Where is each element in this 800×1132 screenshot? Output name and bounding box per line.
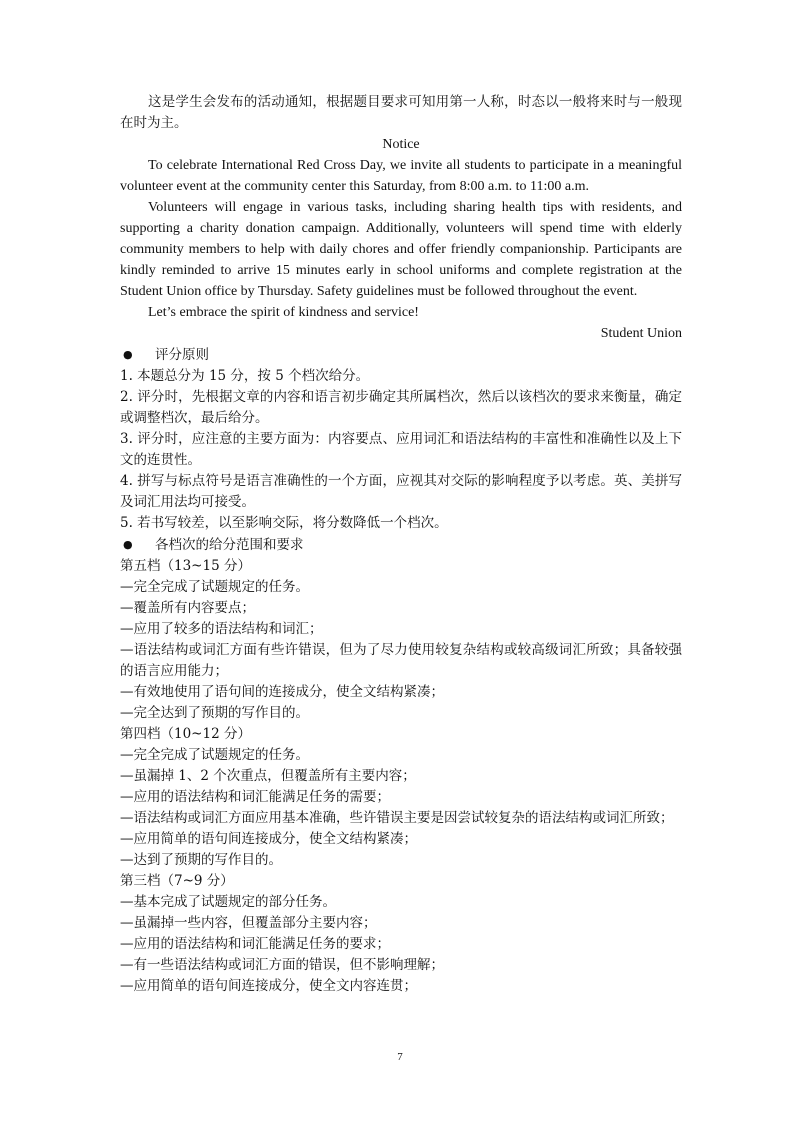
page-content [120,92,682,997]
notice-paragraph: Volunteers will engage in various tasks, including sharing health tips with residents, and supporting a charity donation campaign. Additionally, volunteers will spend time with elderly community members to help with daily chores and offer friendly companionship. Participants are kindly reminded to arrive 15 minutes early in school uniforms and complete registration at the Student Union office by Thursday. Safety guidelines must be followed throughout the event. [120,200,682,299]
notice-paragraph: To celebrate International Red Cross Day, we invite all students to participate in a meaningful volunteer event at the community center this Saturday, from 8:00 a.m. to 11:00 a.m. [120,158,682,194]
level-title: 第五档（13~15 分） [120,558,251,574]
level-item: —完全完成了试题规定的任务。 [120,579,309,595]
level-item: —应用的语法结构和词汇能满足任务的要求； [120,936,390,952]
principle-item: 1. 本题总分为 15 分，按 5 个档次给分。 [120,368,370,384]
principle-item: 4. 拼写与标点符号是语言准确性的一个方面，应视其对交际的影响程度予以考虑。英、美拼写及词汇用法均可接受。 [120,473,682,510]
level-item: —覆盖所有内容要点； [120,600,255,616]
level-item: —语法结构或词汇方面有些许错误，但为了尽力使用较复杂结构或较高级词汇所致；具备较强的语言应用能力； [120,642,682,679]
principle-item: 5. 若书写较差，以至影响交际，将分数降低一个档次。 [120,515,448,531]
scoring-principles-section [120,344,682,534]
notice-signature: Student Union [600,326,682,341]
principle-item: 3. 评分时，应注意的主要方面为：内容要点、应用词汇和语法结构的丰富性和准确性以及上下文的连贯性。 [120,431,682,468]
bullet-icon: ● [123,538,133,551]
level-title: 第三档（7~9 分） [120,873,234,889]
level-item: —应用的语法结构和词汇能满足任务的需要； [120,789,390,805]
level-item: —虽漏掉一些内容，但覆盖部分主要内容； [120,915,377,931]
intro-paragraph: 这是学生会发布的活动通知，根据题目要求可知用第一人称，时态以一般将来时与一般现在时为主。 [120,94,682,131]
levels-section [120,534,682,997]
level-item: —应用了较多的语法结构和词汇； [120,621,323,637]
level-item: —应用简单的语句间连接成分，使全文内容连贯； [120,978,417,994]
level-item: —完全达到了预期的写作目的。 [120,705,309,721]
level-item: —达到了预期的写作目的。 [120,852,282,868]
level-item: —应用简单的语句间连接成分，使全文结构紧凑； [120,831,417,847]
level-item: —语法结构或词汇方面应用基本准确，些许错误主要是因尝试较复杂的语法结构或词汇所致； [120,810,674,826]
notice-section [120,134,682,344]
level-item: —完全完成了试题规定的任务。 [120,747,309,763]
section-heading [120,344,682,366]
level-item: —基本完成了试题规定的部分任务。 [120,894,336,910]
bullet-icon: ● [123,348,133,361]
section-heading [120,534,682,556]
level-item: —虽漏掉 1、2 个次重点，但覆盖所有主要内容； [120,768,416,784]
notice-paragraph: Let’s embrace the spirit of kindness and service! [148,305,419,320]
levels-heading: 各档次的给分范围和要求 [155,537,304,553]
page-number: 7 [397,1051,403,1063]
level-item: —有一些语法结构或词汇方面的错误，但不影响理解； [120,957,444,973]
level-item: —有效地使用了语句间的连接成分，使全文结构紧凑； [120,684,444,700]
notice-title: Notice [382,137,420,152]
level-title: 第四档（10~12 分） [120,726,251,742]
principle-item: 2. 评分时，先根据文章的内容和语言初步确定其所属档次，然后以该档次的要求来衡量，确定或调整档次，最后给分。 [120,389,682,426]
principles-heading: 评分原则 [155,347,209,363]
